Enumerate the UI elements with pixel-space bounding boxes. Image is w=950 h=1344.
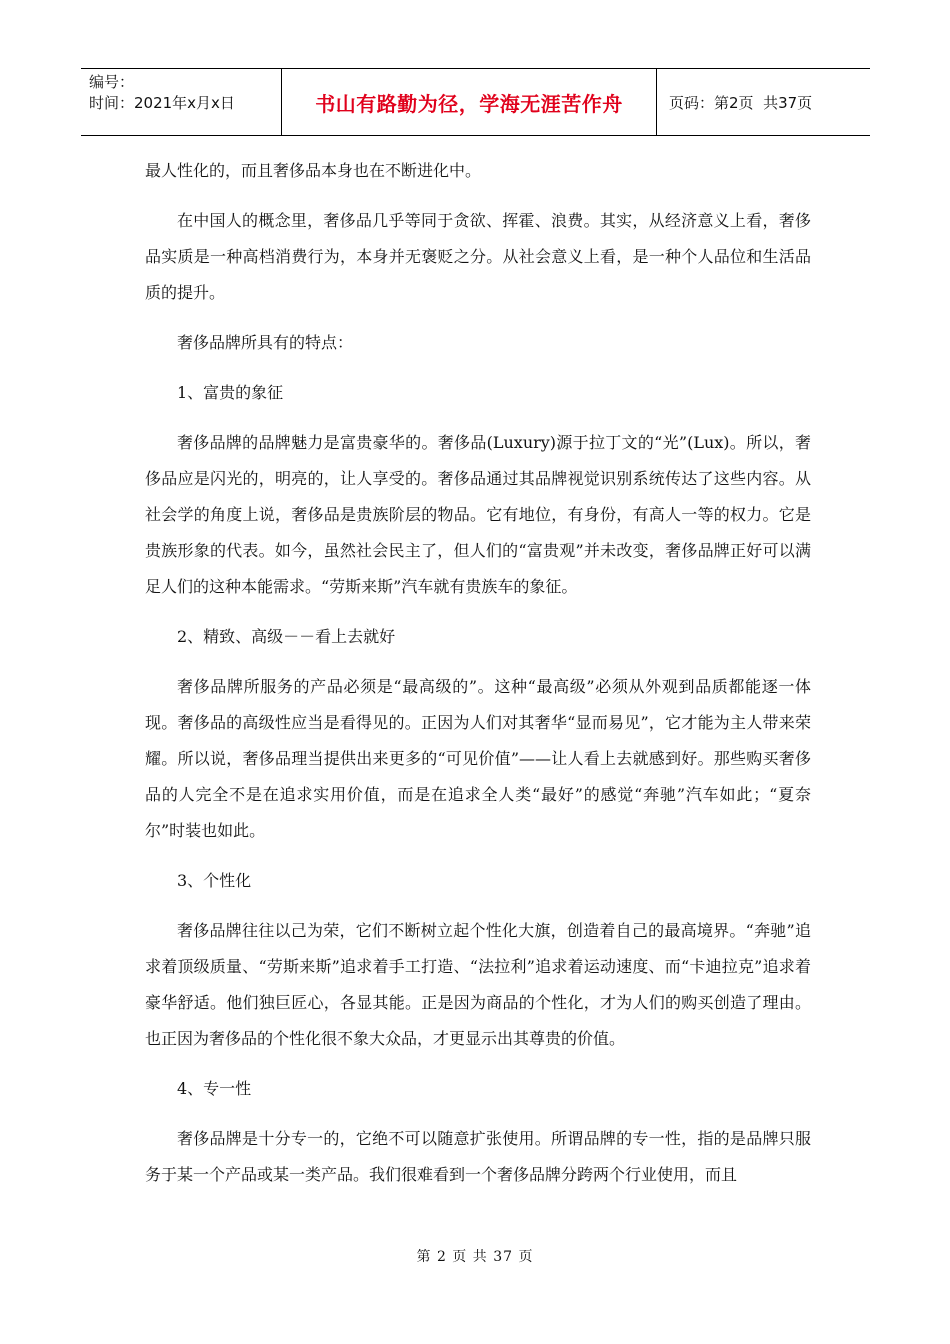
header-motto — [281, 69, 657, 135]
page-info-text: 页码：第2页 共37页 — [669, 93, 813, 112]
page-header — [81, 68, 870, 136]
paragraph: 奢侈品牌往往以己为荣，它们不断树立起个性化大旗，创造着自己的最高境界。“奔驰”追求着顶级质量、“劳斯来斯”追求着手工打造、“法拉利”追求着运动速度、而“卡迪拉克”追求着豪华舒适。他们独巨匠心，各显其能。正是因为商品的个性化，才为人们的购买创造了理由。也正因为奢侈品的个性化很不象大众品，才更显示出其尊贵的价值。 — [145, 921, 811, 1048]
paragraph: 在中国人的概念里，奢侈品几乎等同于贪欲、挥霍、浪费。其实，从经济意义上看，奢侈品实质是一种高档消费行为，本身并无褒贬之分。从社会意义上看，是一种个人品位和生活品质的提升。 — [145, 211, 811, 302]
header-page-info — [657, 69, 870, 135]
document-number-label: 编号： — [89, 73, 135, 91]
paragraph: 奢侈品牌所服务的产品必须是“最高级的”。这种“最高级”必须从外观到品质都能逐一体现。奢侈品的高级性应当是看得见的。正因为人们对其奢华“显而易见”，它才能为主人带来荣耀。所以说，奢侈品理当提供出来更多的“可见价值”——让人看上去就感到好。那些购买奢侈品的人完全不是在追求实用价值，而是在追求全人类“最好”的感觉“奔驰”汽车如此；“夏奈尔”时装也如此。 — [145, 677, 811, 840]
section-heading-3: 3、个性化 — [177, 871, 252, 890]
section-heading-1: 1、富贵的象征 — [177, 383, 284, 402]
section-intro: 奢侈品牌所具有的特点： — [177, 333, 354, 352]
document-date: 时间：2021年x月x日 — [89, 94, 235, 112]
paragraph: 奢侈品牌是十分专一的，它绝不可以随意扩张使用。所谓品牌的专一性，指的是品牌只服务于某一个产品或某一类产品。我们很难看到一个奢侈品牌分跨两个行业使用，而且 — [145, 1129, 811, 1184]
header-meta — [81, 69, 281, 135]
paragraph: 奢侈品牌的品牌魅力是富贵豪华的。奢侈品(Luxury)源于拉丁文的“光”(Lux)。所以，奢侈品应是闪光的，明亮的，让人享受的。奢侈品通过其品牌视觉识别系统传达了这些内容。从社会学的角度上说，奢侈品是贵族阶层的物品。它有地位，有身份，有高人一等的权力。它是贵族形象的代表。如今，虽然社会民主了，但人们的“富贵观”并未改变，奢侈品牌正好可以满足人们的这种本能需求。“劳斯来斯”汽车就有贵族车的象征。 — [145, 433, 811, 596]
section-heading-2: 2、精致、高级－－看上去就好 — [177, 627, 396, 646]
paragraph: 最人性化的，而且奢侈品本身也在不断进化中。 — [145, 161, 482, 180]
document-body — [145, 153, 811, 1207]
motto-text: 书山有路勤为径，学海无涯苦作舟 — [315, 91, 623, 116]
section-heading-4: 4、专一性 — [177, 1079, 252, 1098]
page-footer: 第 2 页 共 37 页 — [416, 1249, 534, 1265]
